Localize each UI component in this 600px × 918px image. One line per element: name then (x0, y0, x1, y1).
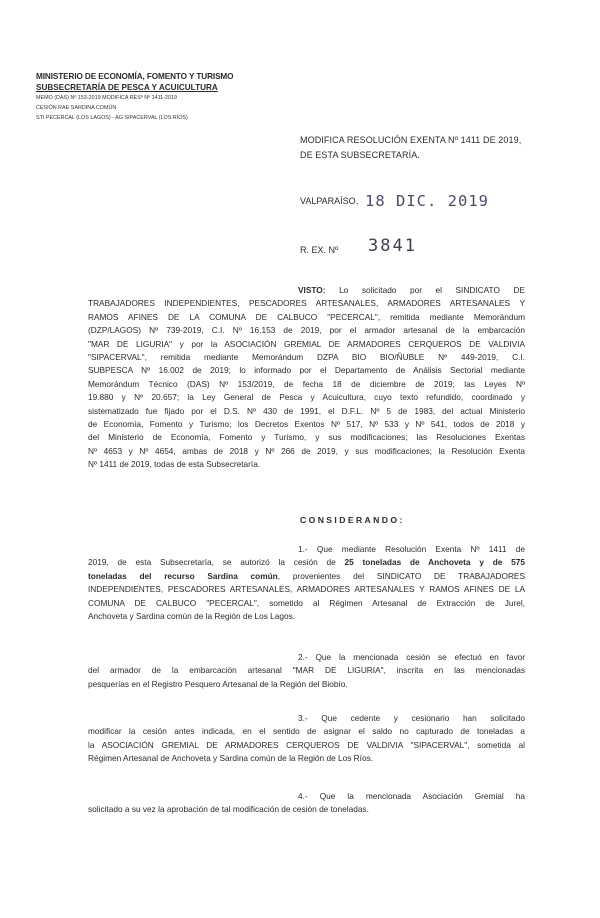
reference-line-2: CESIÓN RAE SARDINA COMÚN (36, 105, 117, 111)
visto-line: RAMOS AFINES DE LA COMUNA DE CALBUCO "PECERCAL", remitida mediante Memorándum (88, 311, 525, 322)
visto-line: "SIPACERVAL", remitida mediante Memorándum DZPA BIO BIO/ÑUBLE Nº 449-2019, C.I. (88, 352, 525, 363)
subsecretaria-name: SUBSECRETARÍA DE PESCA Y ACUICULTURA (36, 83, 218, 92)
considerando-line: 2.- Que la mencionada cesión se efectuó en favor (298, 652, 525, 662)
bold-amount-1: 25 toneladas de Anchoveta y de 575 (344, 557, 525, 568)
considerando-line: COMUNA DE CALBUCO "PECERCAL", sometido al Régimen Artesanal de Extracción de Jurel, (88, 597, 525, 608)
considerando-line: 2019, de esta Subsecretaría, se autorizó la cesión de 25 toneladas de Anchoveta y de 575 (88, 557, 525, 568)
subject-line-2: DE ESTA SUBSECRETARÍA. (300, 150, 420, 160)
visto-line: Memorándum Técnico (DAS) Nº 153/2019, de fecha 18 de diciembre de 2019; las Leyes Nº (88, 378, 525, 389)
resolution-subject (300, 133, 521, 163)
visto-line: VISTO: Lo solicitado por el SINDICATO DE (298, 285, 525, 295)
considerando-line: modificar la cesión antes indicada, en el sentido de asignar el saldo no capturado de toneladas a (88, 726, 525, 737)
visto-line: del Ministerio de Economía, Fomento y Turismo, y sus modificaciones; las Resoluciones Exentas (88, 432, 525, 443)
visto-line: (DZP/LAGOS) Nº 739-2019, C.I. Nº 16.153 de 2019, por el armador artesanal de la embarcación (88, 325, 525, 336)
resolution-number-label: R. EX. Nº (300, 245, 339, 255)
visto-line: TRABAJADORES INDEPENDIENTES, PESCADORES ARTESANALES, ARMADORES ARTESANALES Y (88, 298, 525, 309)
considerando-1 (88, 543, 525, 623)
visto-line: Nº 4653 y Nº 4654, ambas de 2018 y Nº 266 de 2019, y sus modificaciones; la Resolución Exenta (88, 445, 525, 456)
visto-line: "MAR DE LIGURIA" y por la ASOCIACIÓN GREMIAL DE ARMADORES CERQUEROS DE VALDIVIA (88, 338, 525, 349)
considerando-line: 1.- Que mediante Resolución Exenta Nº 1411 de (298, 544, 525, 554)
visto-line: Nº 1411 de 2019, todas de esta Subsecretaría. (88, 459, 261, 470)
considerando-line: pesquerías en el Registro Pesquero Artesanal de la Región del Biobío. (88, 678, 348, 689)
considerando-line: 4.- Que la mencionada Asociación Gremial ha (298, 791, 525, 801)
bold-amount-2: toneladas del recurso Sardina común (88, 570, 278, 581)
visto-line: SUBPESCA Nº 16.002 de 2019; lo informado por el Departamento de Análisis Sectorial mediante (88, 365, 525, 376)
resolution-number-stamp: 3841 (368, 236, 417, 256)
considerando-line: toneladas del recurso Sardina común, provenientes del SINDICATO DE TRABAJADORES (88, 570, 525, 581)
visto-line: 19.880 y Nº 20.657; la Ley General de Pesca y Acuicultura, cuyo texto refundido, coordinado y (88, 392, 525, 403)
visto-paragraph (88, 284, 525, 472)
considerando-2 (88, 651, 525, 691)
date-stamp: 18 DIC. 2019 (365, 192, 489, 210)
considerando-line: Régimen Artesanal de Anchoveta y Sardina común de la Región de Los Ríos. (88, 753, 374, 764)
considerando-4 (88, 790, 525, 817)
visto-line: de Economía, Fomento y Turismo; los Decretos Exentos Nº 517, Nº 533 y Nº 541, todos de 2018 y (88, 419, 525, 430)
considerando-3 (88, 712, 525, 766)
visto-line: sistematizado fue fijado por el D.S. Nº 430 de 1991, el D.F.L. Nº 5 de 1983, del actual Ministerio (88, 405, 525, 416)
reference-line-1: MEMO (DAS) Nº 153-2019 MODIFICA RESª Nº 1411-2019 (36, 95, 177, 101)
considerando-line: del armador de la embarcación artesanal "MAR DE LIGURIA", inscrita en las mencionadas (88, 665, 525, 676)
reference-line-3: STI PECERCAL (LOS LAGOS) - AG SIPACERVAL (LOS RÍOS) (36, 115, 188, 121)
considerando-line: INDEPENDIENTES, PESCADORES ARTESANALES, ARMADORES ARTESANALES Y RAMOS AFINES DE LA (88, 584, 525, 595)
considerando-line: Anchoveta y Sardina común de la Región de Los Lagos. (88, 611, 296, 622)
letterhead (36, 72, 266, 123)
considerando-line: 3.- Que cedente y cesionario han solicitado (298, 713, 525, 723)
subject-line-1: MODIFICA RESOLUCIÓN EXENTA Nº 1411 DE 2019, (300, 135, 522, 145)
considerando-heading: CONSIDERANDO: (300, 515, 405, 525)
considerando-line: solicitado a su vez la aprobación de tal modificación de cesión de toneladas. (88, 804, 369, 815)
considerando-line: la ASOCIACIÓN GREMIAL DE ARMADORES CERQUEROS DE VALDIVIA "SIPACERVAL", sometida al (88, 739, 525, 750)
place-label: VALPARAÍSO, (300, 196, 359, 206)
ministry-name: MINISTERIO DE ECONOMÍA, FOMENTO Y TURISMO (36, 72, 234, 81)
visto-label: VISTO: (298, 285, 326, 295)
